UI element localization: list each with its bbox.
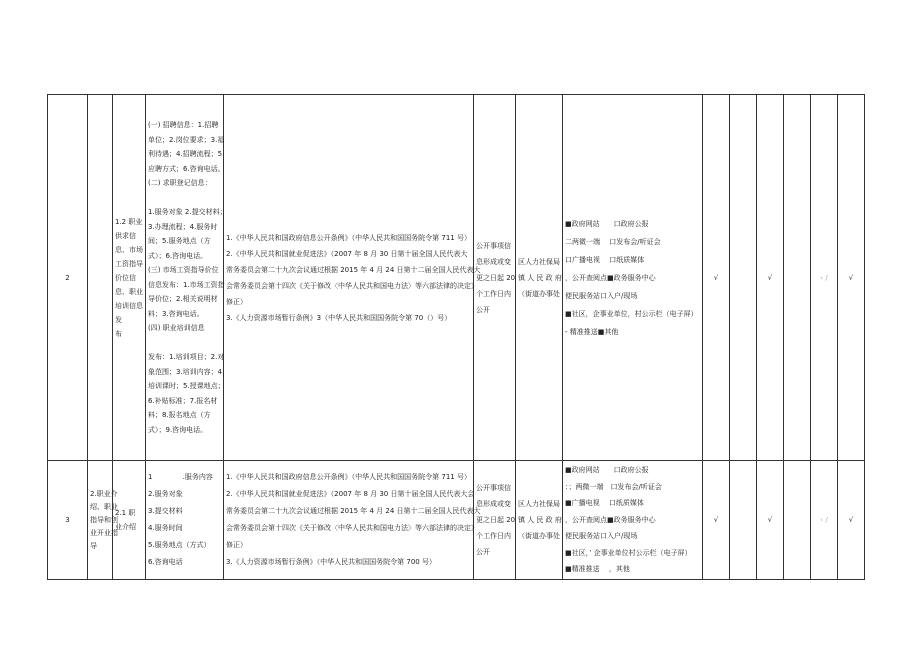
text-line: 价位信	[115, 273, 136, 282]
text-line: 培训信息	[115, 301, 143, 310]
text-line: 更之日起 20	[476, 273, 516, 282]
text-line: 会常务委员会第十四次《关于修改〈中华人民共和国电力法〉等六部法律的决定》	[226, 524, 478, 532]
table-row	[48, 461, 865, 580]
text-line: 4.服务时间	[148, 524, 183, 532]
text-line: 导价位；2.相关说明材	[148, 295, 218, 303]
legal-basis-cell	[224, 461, 481, 580]
text-line: 应聘方式；6.咨询电话。	[148, 164, 225, 173]
text-line: 个工作日内	[476, 532, 511, 540]
text-line: 培训课时；5.授课地点；	[148, 382, 225, 390]
text-line: 息形成或变	[476, 500, 511, 508]
legal-basis-cell	[224, 95, 481, 461]
text-line: 3.《人力资源市场暂行条例》3（中华人民共和国国务院令第 70（）号）	[226, 313, 452, 322]
text-line: 口广播电视 口纸质媒体	[565, 255, 645, 264]
text-line: (二) 求职登记信息：	[148, 179, 212, 187]
text-line: 1 .服务内容	[148, 473, 213, 481]
check-mark: √	[703, 461, 730, 580]
text-line: 公开事项信	[476, 241, 511, 250]
category-cell	[88, 95, 113, 461]
time-limit-cell	[474, 95, 516, 461]
content-cell	[146, 95, 227, 461]
row-number: 2	[48, 95, 88, 461]
text-line: 常务委员会第二十九次会议通过根据 2015 年 4 月 24 日第十二届全国人民代表大	[226, 507, 481, 515]
text-line: 更之日起 20	[476, 516, 516, 524]
text-line: 会常务委员会第十四次《关于修改〈中华人民共和国电力法〉等六部法律的决定》	[226, 281, 478, 290]
text-line: ，公开查阅点■政务服务中心	[565, 515, 656, 524]
text-line: 二两微一端 口发布会/听证会	[565, 237, 661, 246]
text-line: 3.《人力资源市场暂行条例》（中华人民共和国国务院令第 700 号）	[226, 558, 436, 566]
text-line: 常务委员会第二十九次会议通过根据 2015 年 4 月 24 日第十二届全国人民代表大	[226, 265, 481, 274]
text-line: 2.服务对象	[148, 490, 183, 498]
text-line: (三) 市场工资指导价位	[148, 266, 219, 274]
text-line: ■政府网站 口政府公报	[565, 466, 649, 475]
text-line: 绍、职业	[90, 502, 118, 511]
text-line	[148, 336, 221, 351]
text-line: 1.《中华人民共和国政府信息公开条例》（中华人民共和国国务院令第 711 号）	[226, 233, 471, 242]
text-line: 3.提交材料	[148, 507, 183, 515]
text-line: 象范围；3.培训内容；4.	[148, 367, 225, 376]
channels-cell	[563, 461, 703, 580]
check-mark	[730, 95, 757, 461]
text-line: 布	[115, 329, 122, 338]
text-line: 利待遇；4.招聘流程；5.	[148, 150, 225, 158]
text-line: 区人力社保局	[518, 500, 560, 508]
subitem-cell	[113, 95, 146, 461]
text-line: ，公开查阅点■政务服务中心	[565, 273, 656, 282]
text-line: 1.《中华人民共和国政府信息公开条例》（中华人民共和国国务院令第 711 号）	[226, 473, 471, 481]
text-line: 工资指导	[115, 259, 143, 268]
text-line: 个工作日内	[476, 289, 511, 298]
text-line: 导	[90, 541, 97, 550]
text-line: 修正）	[226, 541, 247, 549]
check-mark	[784, 95, 811, 461]
text-line: 便民服务站口入户/现场	[565, 532, 638, 541]
check-mark: √	[838, 95, 865, 461]
row-number: 3	[48, 461, 88, 580]
text-line: 公开	[476, 548, 490, 556]
text-line: ■精准推送 ，其他	[565, 565, 630, 574]
text-line: 便民服务站口入户/现场	[565, 291, 638, 300]
text-line: 发	[115, 315, 122, 324]
text-line: 镇 人 民 政 府	[518, 516, 562, 524]
check-mark	[730, 461, 757, 580]
text-line: （街道办事处	[518, 532, 560, 540]
text-line: 镇 人 民 政 府	[518, 273, 562, 282]
subject-cell	[516, 461, 563, 580]
text-line: 单位；2.岗位要求；3.福	[148, 135, 225, 144]
text-line: 料；8.报名地点（方	[148, 411, 211, 419]
channels-cell	[563, 95, 703, 461]
text-line: 公开	[476, 305, 490, 314]
text-line	[148, 191, 221, 206]
text-line: 2.1 职	[115, 509, 136, 517]
text-line: 发布：1.培训项目；2.对	[148, 353, 225, 361]
check-mark: √	[838, 461, 865, 580]
text-line: 区人力社保局	[518, 257, 560, 266]
text-line: 息、市场	[115, 245, 143, 254]
text-line: 1.2 职业	[115, 217, 143, 226]
content-cell	[146, 461, 224, 580]
text-line: 业介绍	[115, 523, 136, 531]
text-line: 料；3.咨询电话。	[148, 309, 204, 318]
text-line: （街道办事处	[518, 289, 560, 298]
text-line: ■广播电视 口纸质媒体	[565, 499, 644, 508]
text-line: ■政府网站 口政府公报	[565, 219, 649, 228]
text-line: 式）；6.咨询电话。	[148, 251, 208, 260]
text-line: - 精准推送■其他	[565, 327, 619, 336]
text-line: 2.《中华人民共和国就业促进法》（2007 年 8 月 30 日第十届全国人民代表大会	[226, 490, 475, 498]
check-mark: ‹ /	[811, 461, 838, 580]
text-line: 公开事项信	[476, 484, 511, 492]
check-mark: √	[757, 461, 784, 580]
text-line: 指导和创	[90, 515, 118, 524]
text-line: 式）；9.咨询电话。	[148, 425, 208, 434]
text-line: (四) 职业培训信息	[148, 324, 205, 332]
text-line: 6.咨询电话	[148, 558, 183, 566]
text-line: 供求信	[115, 231, 136, 240]
check-mark: √	[757, 95, 784, 461]
category-cell	[88, 461, 118, 580]
text-line: 6.补贴标准；7.报名材	[148, 396, 218, 405]
check-mark: √	[703, 95, 730, 461]
text-line: 1.服务对象 2.提交材料；	[148, 208, 227, 216]
text-line: 业开业指	[90, 528, 118, 537]
check-mark	[784, 461, 811, 580]
text-line: (一) 招聘信息：1.招聘	[148, 121, 219, 129]
disclosure-table	[47, 94, 865, 580]
text-line: ■社区，’ 企事业单位村公示栏（电子屏）	[565, 548, 692, 557]
text-line: 息形成或变	[476, 257, 511, 266]
subitem-cell	[113, 461, 146, 580]
text-line: 信息发布：1.市场工资指	[148, 280, 225, 289]
check-mark: ‹ /	[811, 95, 838, 461]
text-line: 3.办理流程；4.服务时	[148, 222, 218, 231]
subject-cell	[516, 95, 563, 461]
text-line: ：；两微一端 口发布会/听证会	[565, 482, 662, 491]
text-line: 息、职业	[115, 287, 143, 296]
text-line: 5.服务地点（方式）	[148, 541, 211, 549]
time-limit-cell	[474, 461, 516, 580]
text-line: 2.《中华人民共和国就业促进法》（2007 年 8 月 30 日第十届全国人民代表大	[226, 249, 468, 258]
text-line: ■社区，企事业单位，村公示栏（电子屏）	[565, 309, 698, 318]
text-line: 2.职业介	[90, 489, 118, 498]
table-row	[48, 95, 865, 461]
text-line: 修正）	[226, 297, 247, 306]
text-line: 间；5.服务地点（方	[148, 237, 211, 245]
